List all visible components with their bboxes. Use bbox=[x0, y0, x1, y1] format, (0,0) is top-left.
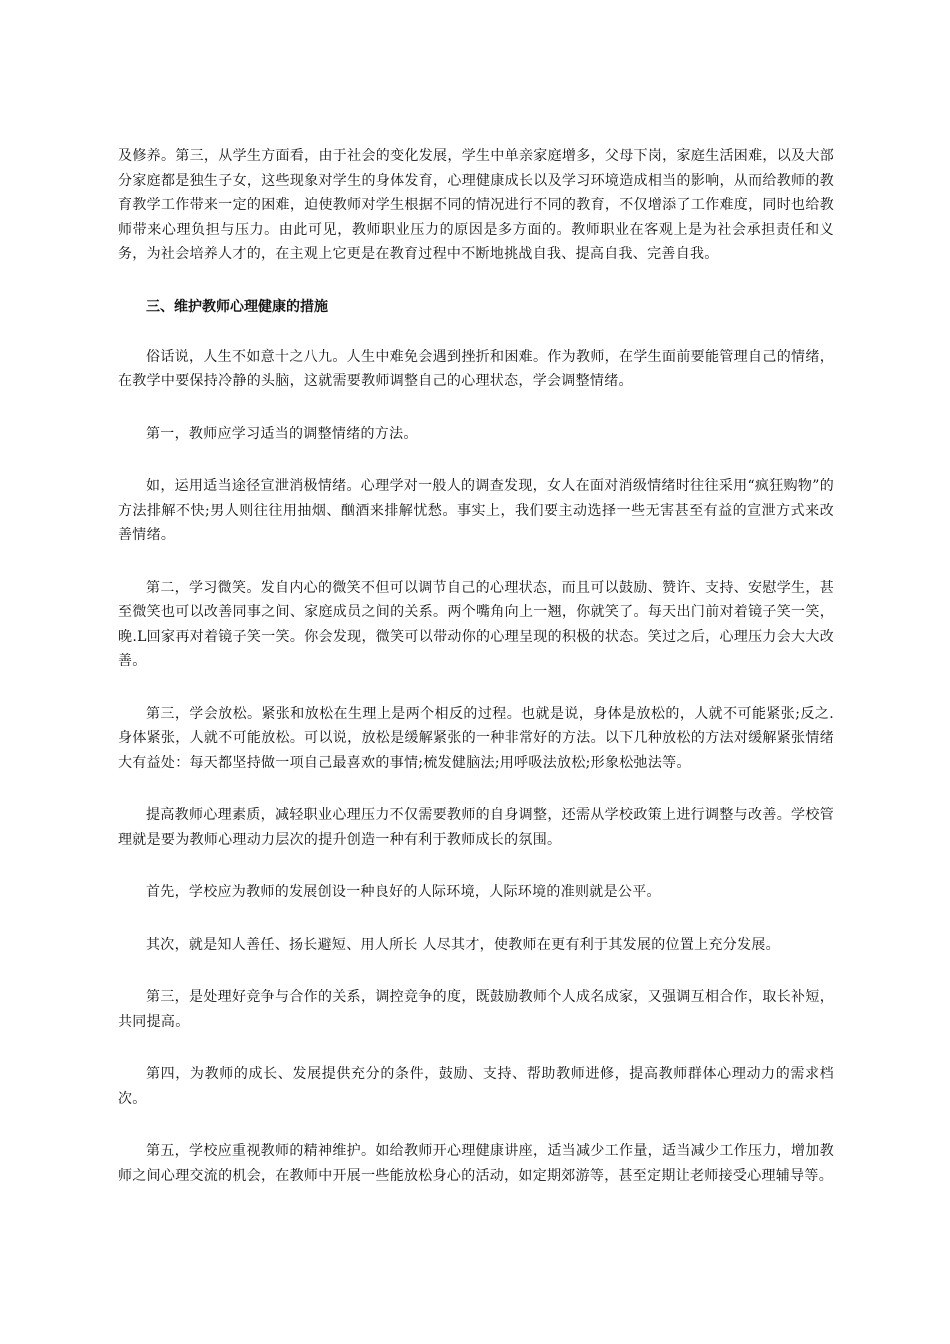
paragraph: 俗话说，人生不如意十之八九。人生中难免会遇到挫折和困难。作为教师，在学生面前要能管理自己的情绪，在教学中要保持冷静的头脑，这就需要教师调整自己的心理状态，学会调整情绪。 bbox=[118, 348, 834, 389]
document-page bbox=[118, 144, 834, 1216]
paragraph: 第三，学会放松。紧张和放松在生理上是两个相反的过程。也就是说，身体是放松的，人就不可能紧张;反之.身体紧张，人就不可能放松。可以说，放松是缓解紧张的一种非常好的方法。以下几种放松的方法对缓解紧张情绪大有益处：每天都坚持做一项自己最喜欢的事情;梳发健脑法;用呼吸法放松;形象松弛法等。 bbox=[118, 705, 834, 771]
paragraph: 其次，就是知人善任、扬长避短、用人所长 人尽其才，使教师在更有利于其发展的位置上充分发展。 bbox=[146, 936, 780, 953]
paragraph: 首先，学校应为教师的发展创设一种良好的人际环境，人际环境的准则就是公平。 bbox=[146, 884, 661, 900]
paragraph: 第四，为教师的成长、发展提供充分的条件，鼓励、支持、帮助教师进修，提高教师群体心理动力的需求档次。 bbox=[118, 1066, 834, 1107]
section-heading: 三、维护教师心理健康的措施 bbox=[146, 298, 328, 315]
paragraph: 提高教师心理素质，减轻职业心理压力不仅需要教师的自身调整，还需从学校政策上进行调整与改善。学校管理就是要为教师心理动力层次的提升创造一种有利于教师成长的氛围。 bbox=[118, 807, 834, 848]
paragraph: 第二，学习微笑。发自内心的微笑不但可以调节自己的心理状态，而且可以鼓励、赞许、支持、安慰学生，甚至微笑也可以改善同事之间、家庭成员之间的关系。两个嘴角向上一翘，你就笑了。每天出门前对着镜子笑一笑，晚.L回家再对着镜子笑一笑。你会发现，微笑可以带动你的心理呈现的积极的状态。笑过之后，心理压力会大大改善。 bbox=[118, 579, 834, 669]
intro-paragraph: 及修养。第三，从学生方面看，由于社会的变化发展，学生中单亲家庭增多，父母下岗，家庭生活困难，以及大部分家庭都是独生子女，这些现象对学生的身体发育，心理健康成长以及学习环境造成相当的影响，从而给教师的教育教学工作带来一定的困难，迫使教师对学生根据不同的情况进行不同的教育，不仅增添了工作难度，同时也给教师带来心理负担与压力。由此可见，教师职业压力的原因是多方面的。教师职业在客观上是为社会承担责任和义务，为社会培养人才的，在主观上它更是在教育过程中不断地挑战自我、提高自我、完善自我。 bbox=[118, 148, 834, 262]
paragraph: 第五，学校应重视教师的精神维护。如给教师开心理健康讲座，适当减少工作量，适当减少工作压力，增加教师之间心理交流的机会，在教师中开展一些能放松身心的活动，如定期郊游等，甚至定期让老师接受心理辅导等。 bbox=[118, 1143, 834, 1184]
paragraph: 如，运用适当途径宣泄消极情绪。心理学对一般人的调查发现，女人在面对消级情绪时往往采用“疯狂购物”的方法排解不快;男人则往往用抽烟、酗酒来排解忧愁。事实上，我们要主动选择一些无害甚至有益的宣泄方式来改善情绪。 bbox=[118, 478, 834, 543]
paragraph: 第一，教师应学习适当的调整情绪的方法。 bbox=[146, 425, 418, 442]
paragraph: 第三，是处理好竞争与合作的关系，调控竞争的度，既鼓励教师个人成名成家，又强调互相合作，取长补短，共同提高。 bbox=[118, 989, 834, 1030]
